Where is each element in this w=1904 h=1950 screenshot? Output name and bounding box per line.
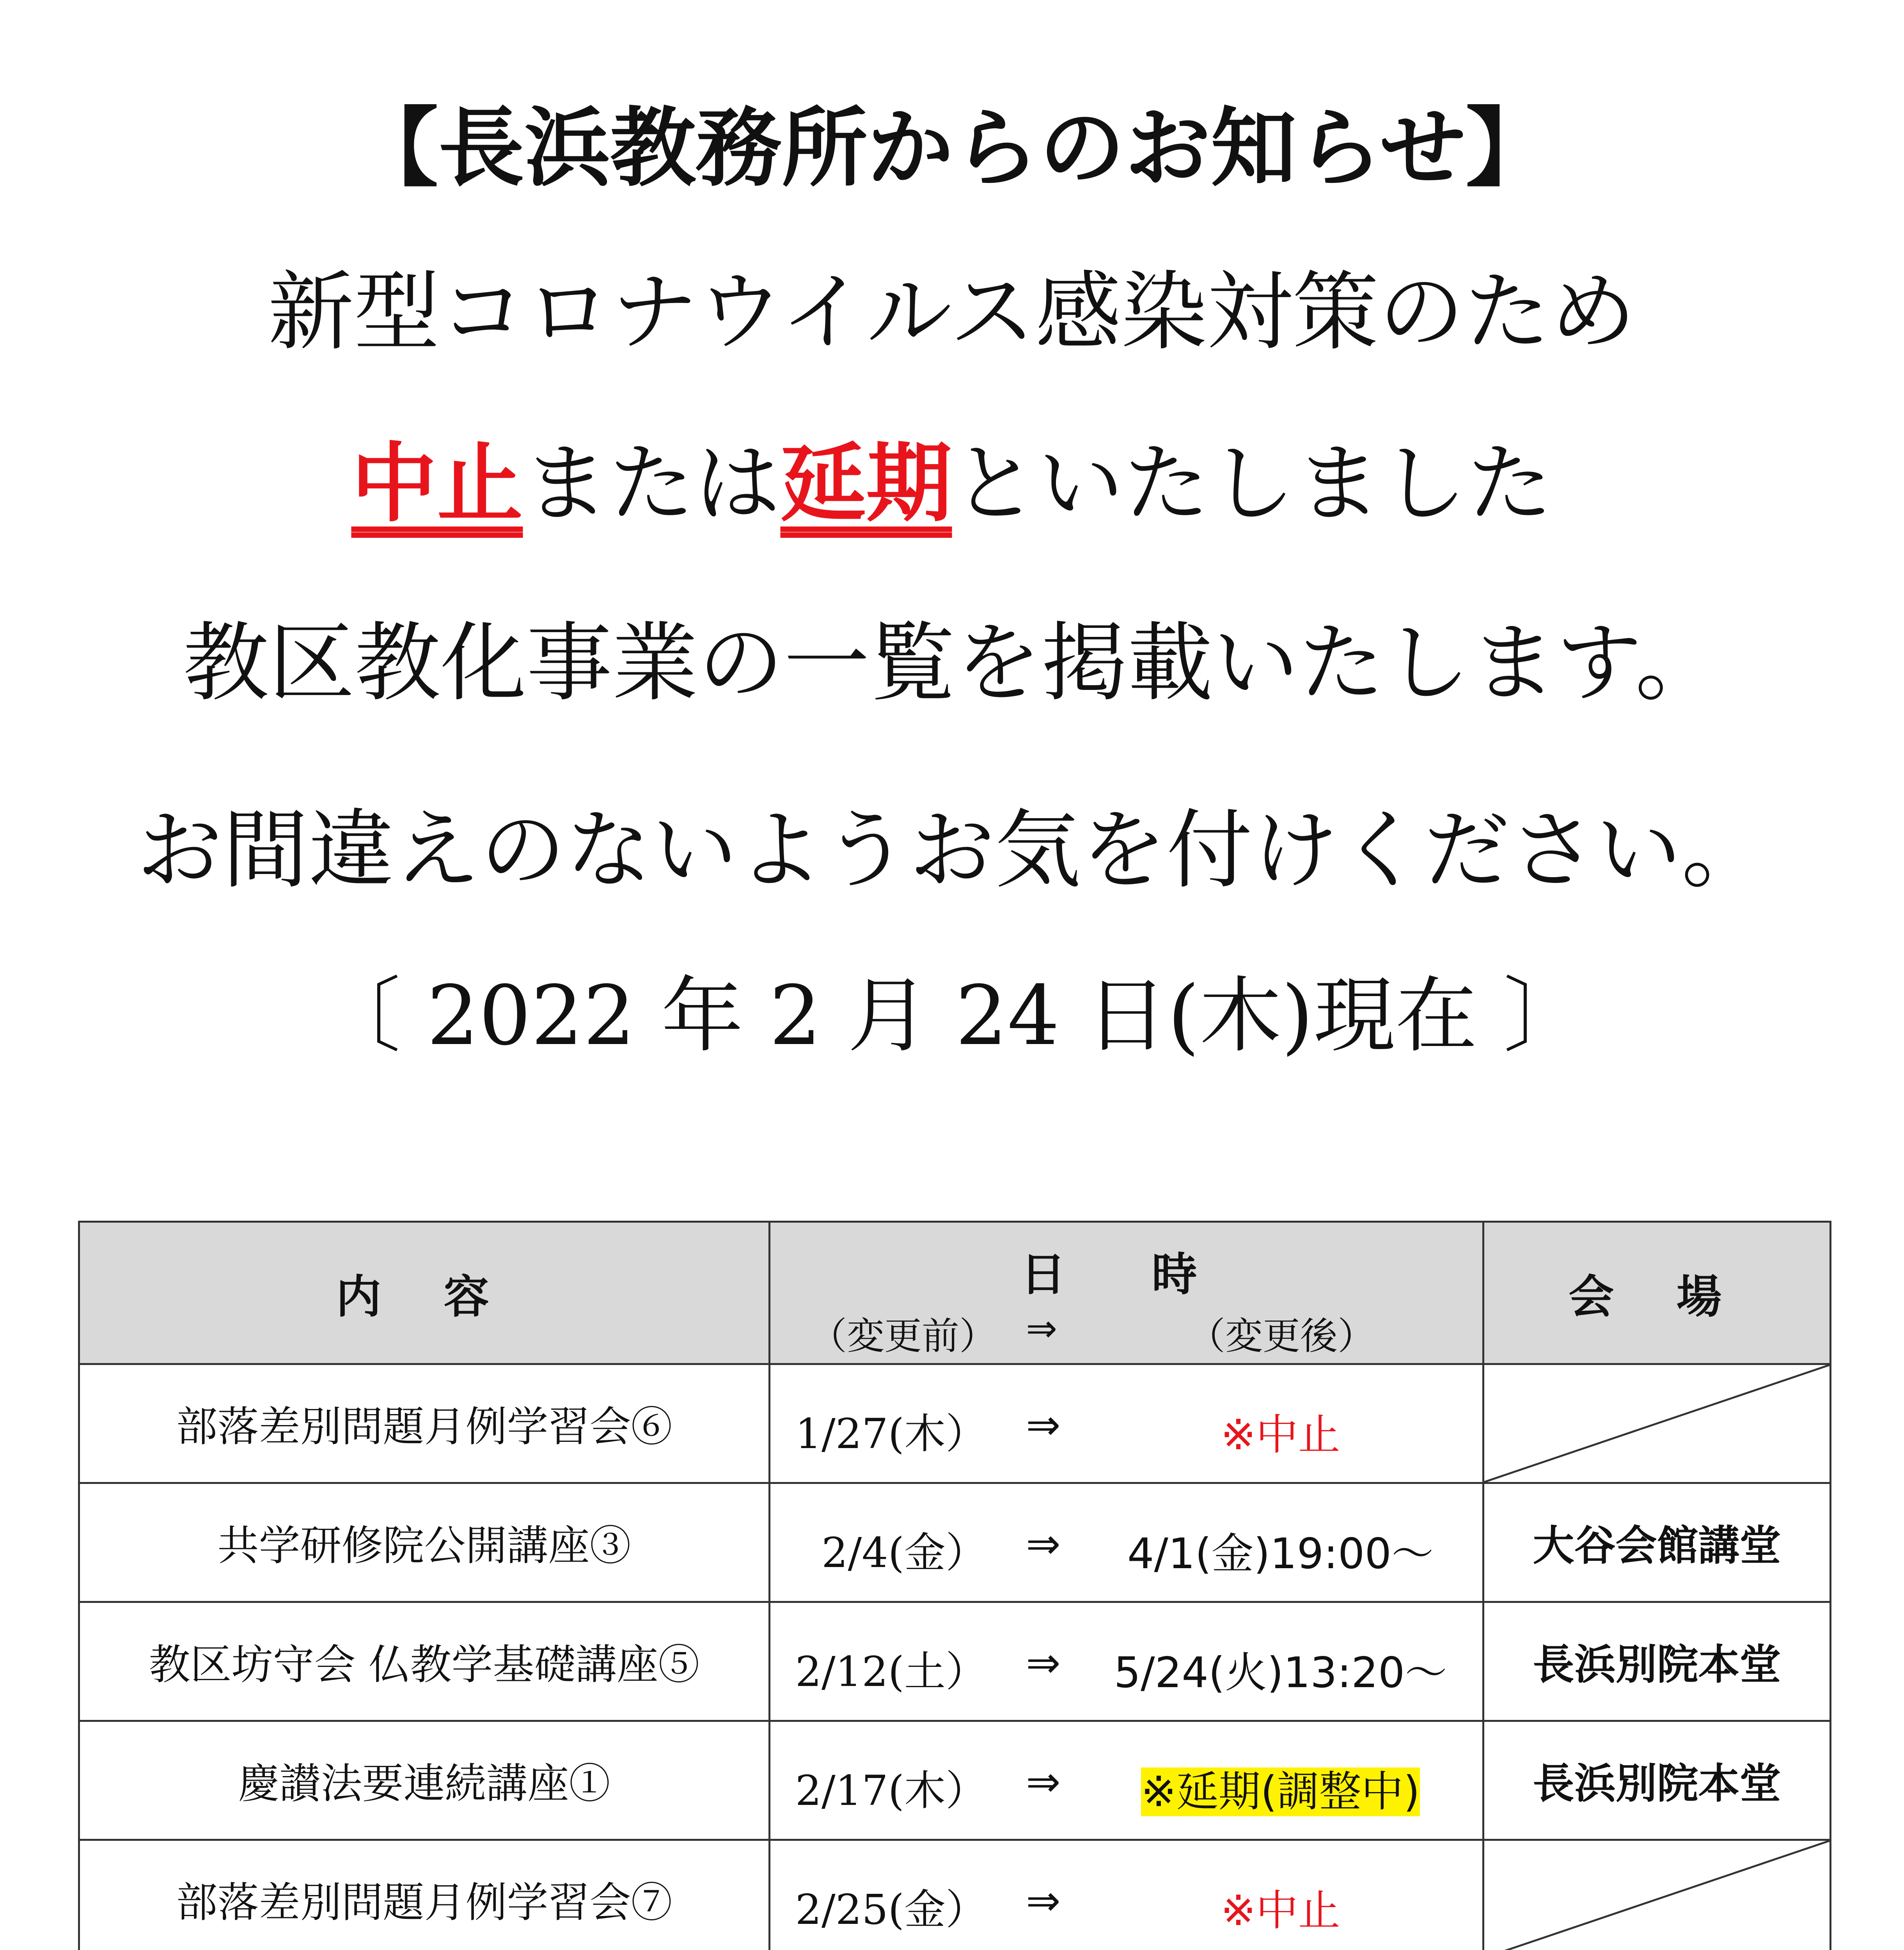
row-before-date: 2/17(木） xyxy=(795,1767,987,1815)
row-datetime xyxy=(770,1483,1483,1602)
table-row xyxy=(79,1364,1831,1483)
header-venue: 会 場 xyxy=(1483,1222,1831,1364)
row-venue-empty xyxy=(1483,1840,1831,1950)
row-venue-empty xyxy=(1483,1364,1831,1483)
table-row xyxy=(79,1483,1831,1602)
diagonal-slash xyxy=(1484,1841,1829,1950)
notice-title: 【長浜教務所からのお知らせ】 xyxy=(352,98,1552,198)
row-after-cancel: ※中止 xyxy=(1221,1886,1340,1935)
cancel-emphasis: 中止 xyxy=(351,434,523,534)
diagonal-slash xyxy=(1484,1365,1829,1482)
row-content: 共学研修院公開講座③ xyxy=(79,1483,770,1602)
row-datetime xyxy=(770,1840,1483,1950)
row-before-date: 2/4(金） xyxy=(822,1529,987,1577)
header-after: （変更後） xyxy=(1188,1314,1375,1358)
row-after-cancel: ※中止 xyxy=(1221,1411,1340,1459)
notice-line-3: 教区教化事業の一覧を掲載いたします。 xyxy=(183,613,1721,713)
postpone-emphasis: 延期 xyxy=(780,434,952,534)
row-datetime xyxy=(770,1721,1483,1840)
row-content: 教区坊守会 仏教学基礎講座⑤ xyxy=(79,1602,770,1721)
header-content: 内 容 xyxy=(79,1222,770,1364)
row-after-date: 5/24(火)13:20～ xyxy=(1114,1649,1447,1697)
table-row xyxy=(79,1840,1831,1950)
row-venue: 長浜別院本堂 xyxy=(1483,1721,1831,1840)
row-arrow: ⇒ xyxy=(1026,1639,1061,1687)
row-arrow: ⇒ xyxy=(1026,1877,1061,1925)
header-datetime xyxy=(770,1222,1483,1364)
table-row xyxy=(79,1721,1831,1840)
header-datetime-title: 日 時 xyxy=(1020,1248,1232,1301)
table-row xyxy=(79,1602,1831,1721)
schedule-table xyxy=(78,1221,1831,1950)
row-arrow: ⇒ xyxy=(1026,1401,1061,1449)
row-venue: 大谷会館講堂 xyxy=(1483,1483,1831,1602)
row-arrow: ⇒ xyxy=(1026,1520,1061,1568)
row-datetime xyxy=(770,1602,1483,1721)
header-arrow: ⇒ xyxy=(1026,1306,1058,1350)
row-before-date: 1/27(木） xyxy=(795,1410,987,1458)
table-header-row xyxy=(79,1222,1831,1364)
as-of-date: 〔 2022 年 2 月 24 日(木)現在 〕 xyxy=(319,968,1585,1064)
row-content: 部落差別問題月例学習会⑦ xyxy=(79,1840,770,1950)
row-before-date: 2/12(土） xyxy=(795,1648,987,1696)
row-after-date: 4/1(金)19:00～ xyxy=(1127,1530,1434,1578)
row-venue: 長浜別院本堂 xyxy=(1483,1602,1831,1721)
row-arrow: ⇒ xyxy=(1026,1758,1061,1806)
notice-line-2 xyxy=(0,434,1904,534)
row-datetime xyxy=(770,1364,1483,1483)
notice-line-2-mid: または xyxy=(523,434,781,534)
notice-line-4: お間違えのないようお気を付けください。 xyxy=(137,800,1767,900)
row-content: 慶讃法要連続講座① xyxy=(79,1721,770,1840)
notice-line-2-end: といたしました xyxy=(952,434,1553,534)
row-after-postpone: ※延期(調整中) xyxy=(1141,1767,1420,1816)
row-content: 部落差別問題月例学習会⑥ xyxy=(79,1364,770,1483)
header-before: （変更前） xyxy=(809,1314,997,1358)
notice-line-1: 新型コロナウイルス感染対策のため xyxy=(268,262,1636,362)
row-before-date: 2/25(金） xyxy=(795,1886,987,1934)
